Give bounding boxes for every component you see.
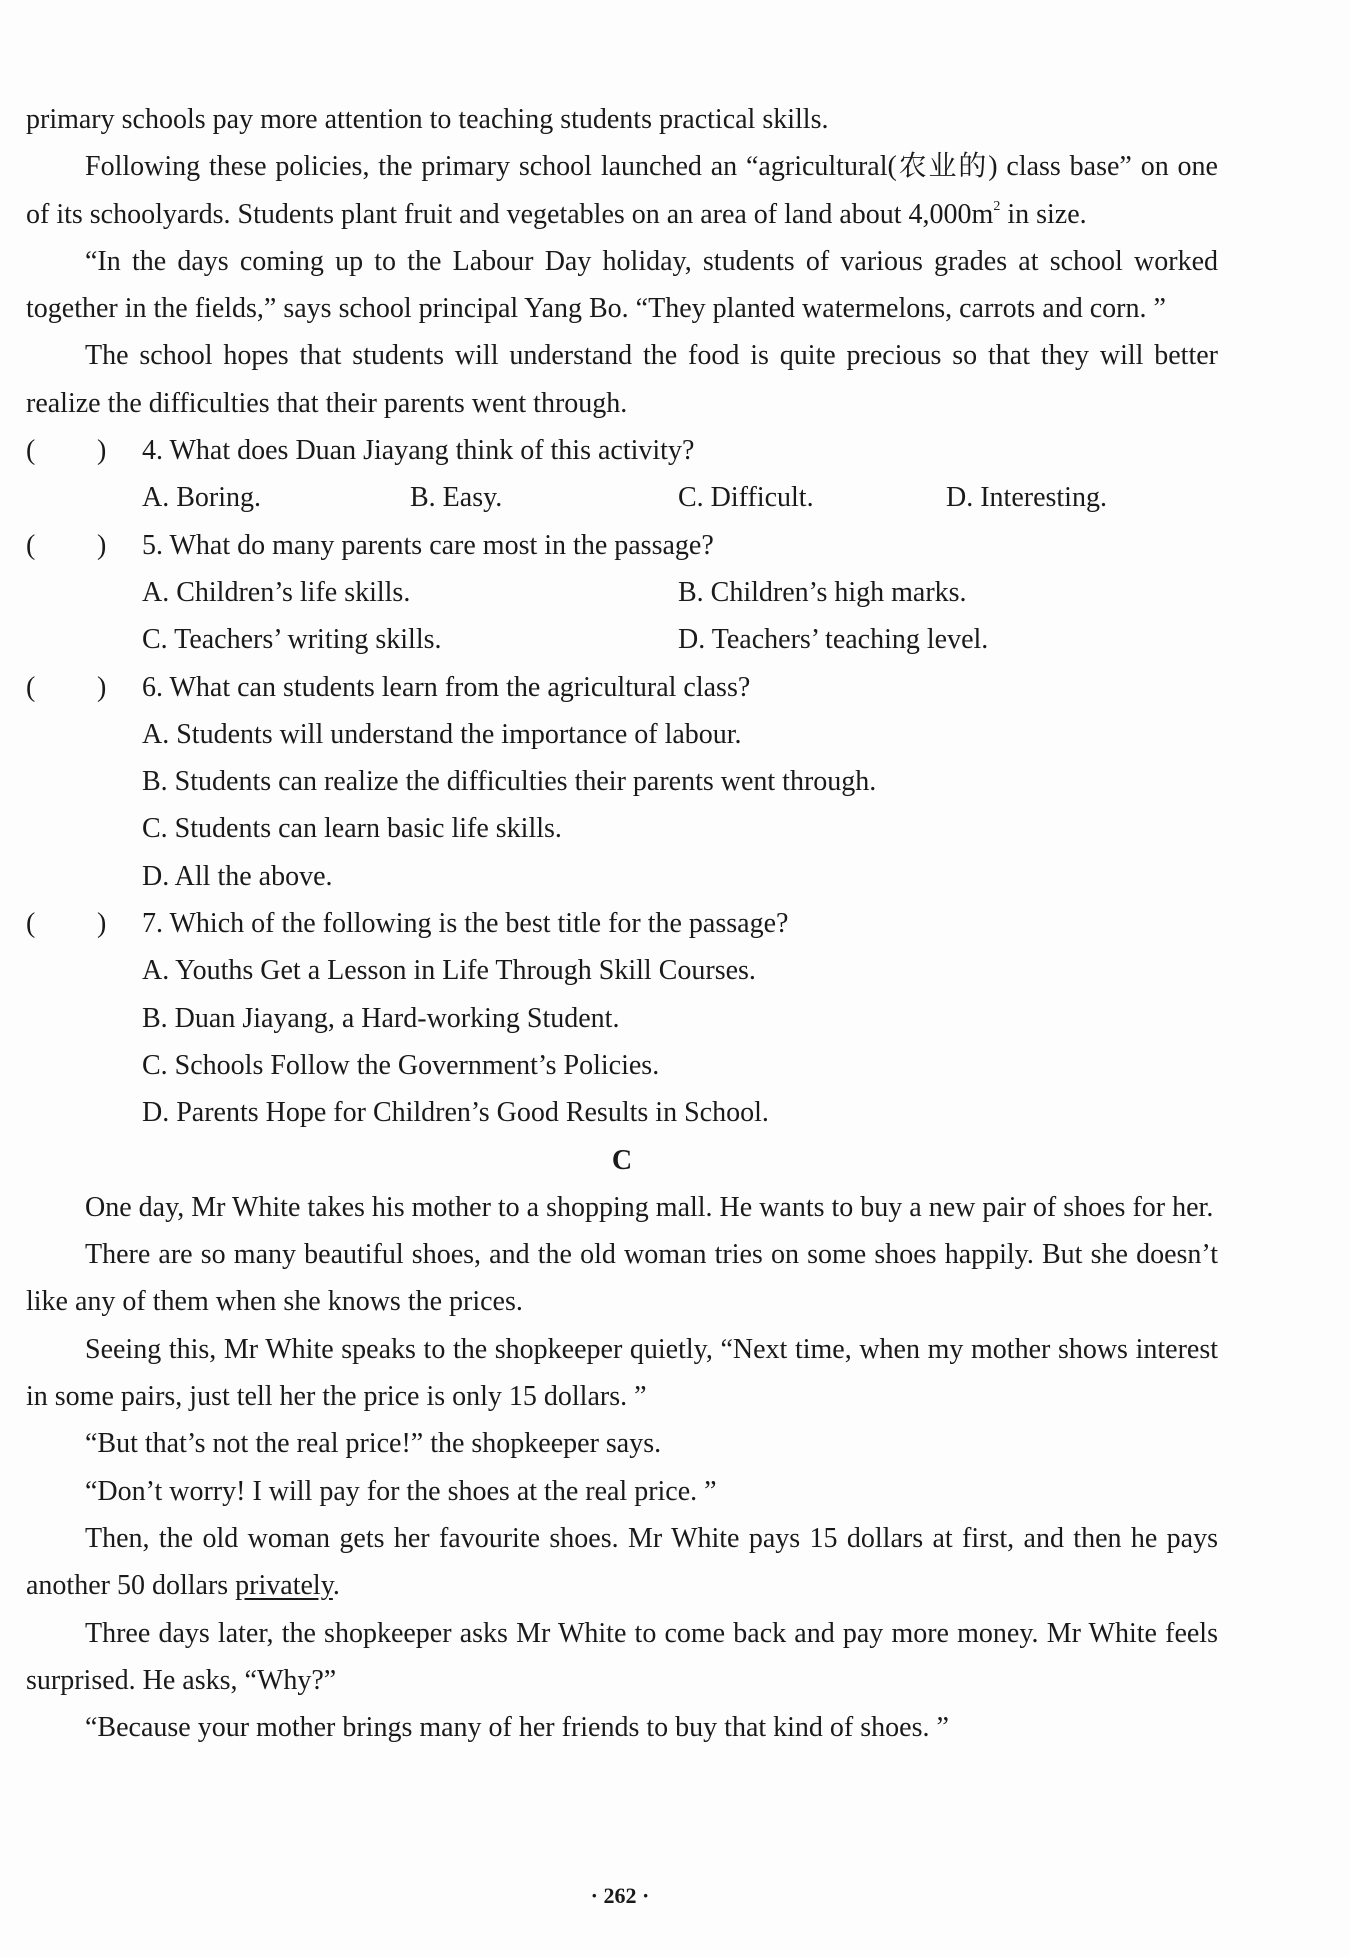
- answer-blank-open[interactable]: (: [26, 908, 36, 940]
- question-5-options: [26, 616, 1218, 663]
- option-c: C. Difficult.: [678, 482, 814, 514]
- paragraph-text: Then, the old woman gets her favourite shoes. Mr White pays 15 dollars at first, and then he pays another 50 dollars: [26, 1522, 1218, 1602]
- question-6: [26, 664, 1218, 711]
- option-c: C. Schools Follow the Government’s Policies.: [142, 1049, 660, 1081]
- passage-b-paragraph: [26, 143, 1218, 238]
- question-4: [26, 427, 1218, 474]
- option-d: D. Teachers’ teaching level.: [678, 624, 989, 656]
- option-c: C. Teachers’ writing skills.: [142, 624, 442, 656]
- passage-b-paragraph: “In the days coming up to the Labour Day holiday, students of various grades at school worked together in the fields,” says school principal Yang Bo. “They planted watermelons, carrots and corn. ”: [26, 245, 1218, 325]
- question-stem: 6. What can students learn from the agricultural class?: [142, 671, 751, 703]
- question-stem: 5. What do many parents care most in the passage?: [142, 529, 714, 561]
- option-a: A. Students will understand the importance of labour.: [142, 718, 742, 750]
- option-b: B. Easy.: [410, 482, 503, 514]
- question-stem: 7. Which of the following is the best title for the passage?: [142, 908, 789, 940]
- option-d: D. Interesting.: [946, 482, 1107, 514]
- option-b: B. Duan Jiayang, a Hard-working Student.: [142, 1002, 620, 1034]
- passage-c-paragraph: Seeing this, Mr White speaks to the shopkeeper quietly, “Next time, when my mother shows interest in some pairs, just tell her the price is only 15 dollars. ”: [26, 1333, 1218, 1413]
- option-a: A. Boring.: [142, 482, 261, 514]
- question-4-options: [26, 474, 1218, 521]
- option-b: B. Children’s high marks.: [678, 576, 967, 608]
- answer-blank-open[interactable]: (: [26, 671, 36, 703]
- passage-c-paragraph: [26, 1515, 1218, 1610]
- option-a: A. Children’s life skills.: [142, 576, 411, 608]
- option-c: C. Students can learn basic life skills.: [142, 813, 562, 845]
- paragraph-text: in size.: [1000, 198, 1087, 230]
- page-number: · 262 ·: [590, 1883, 650, 1908]
- option-d: D. Parents Hope for Children’s Good Results in School.: [142, 1097, 769, 1129]
- option-d: D. All the above.: [142, 860, 333, 892]
- answer-blank-open[interactable]: (: [26, 529, 36, 561]
- question-5: [26, 522, 1218, 569]
- passage-b-paragraph: primary schools pay more attention to teaching students practical skills.: [26, 104, 829, 135]
- passage-c-paragraph: There are so many beautiful shoes, and the old woman tries on some shoes happily. But she doesn’t like any of them when she knows the prices.: [26, 1239, 1218, 1318]
- question-stem: 4. What does Duan Jiayang think of this activity?: [142, 435, 695, 467]
- answer-blank-close: ): [97, 529, 107, 561]
- underlined-word: privately: [235, 1570, 333, 1602]
- document-page: [26, 96, 1218, 1751]
- passage-c-paragraph: Three days later, the shopkeeper asks Mr White to come back and pay more money. Mr White feels surprised. He asks, “Why?”: [26, 1617, 1218, 1696]
- passage-c-paragraph: “But that’s not the real price!” the shopkeeper says.: [85, 1428, 662, 1460]
- question-5-options: [26, 569, 1218, 616]
- answer-blank-close: ): [97, 671, 107, 703]
- passage-c-paragraph: “Don’t worry! I will pay for the shoes at the real price. ”: [85, 1475, 717, 1507]
- paragraph-text: .: [332, 1570, 340, 1602]
- answer-blank-open[interactable]: (: [26, 435, 36, 467]
- option-b: B. Students can realize the difficulties their parents went through.: [142, 766, 877, 798]
- option-a: A. Youths Get a Lesson in Life Through Skill Courses.: [142, 955, 756, 987]
- section-heading-c: C: [611, 1144, 633, 1176]
- question-7: [26, 900, 1218, 947]
- paragraph-text: Following these policies, the primary school launched an “agricultural(农业的) class base” on one of its schoolyards. Students plant fruit and vegetables on an area of land about: [26, 151, 1218, 230]
- answer-blank-close: ): [97, 908, 107, 940]
- area-value: 4,000m: [908, 198, 994, 230]
- passage-c-paragraph: “Because your mother brings many of her friends to buy that kind of shoes. ”: [85, 1712, 949, 1744]
- passage-b-paragraph: The school hopes that students will understand the food is quite precious so that they will better realize the difficulties that their parents went through.: [26, 340, 1218, 419]
- superscript: 2: [993, 199, 1001, 215]
- passage-c-paragraph: One day, Mr White takes his mother to a shopping mall. He wants to buy a new pair of shoes for her.: [85, 1191, 1214, 1223]
- answer-blank-close: ): [97, 435, 107, 467]
